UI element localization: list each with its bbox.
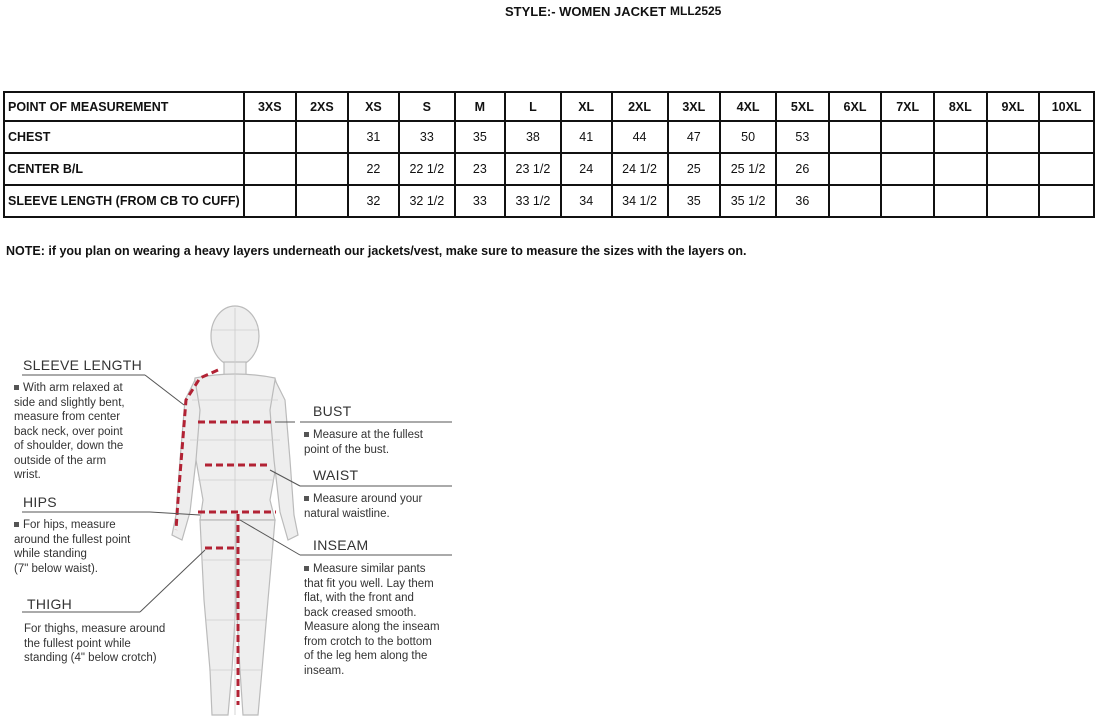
table-cell [244,121,296,153]
guide-text-line: wrist. [14,469,41,481]
guide-text-line: point of the bust. [304,443,390,456]
table-cell: 23 1/2 [505,153,561,185]
guide-text-line: outside of the arm [14,454,107,467]
guide-text-line: the fullest point while [24,637,131,650]
table-cell [934,185,987,217]
inseam-title: INSEAM [313,537,369,553]
table-cell [881,185,934,217]
table-cell [987,185,1040,217]
bullet-icon [14,522,19,527]
table-cell [934,153,987,185]
table-cell: 22 [348,153,399,185]
header-cell-size: 4XL [720,92,776,121]
row-label: SLEEVE LENGTH (FROM CB TO CUFF) [4,185,244,217]
header-cell-size: 3XL [668,92,721,121]
table-cell [934,121,987,153]
table-cell: 22 1/2 [399,153,455,185]
bullet-icon [304,432,309,437]
row-label: CENTER B/L [4,153,244,185]
table-cell: 36 [776,185,829,217]
header-cell-size: 10XL [1039,92,1094,121]
guide-text-line: Measure around your [313,493,423,505]
style-label: STYLE:- WOMEN JACKET [505,4,667,19]
row-label: CHEST [4,121,244,153]
header-cell-size: 2XS [296,92,348,121]
table-cell [1039,121,1094,153]
table-cell [296,185,348,217]
table-cell: 34 [561,185,612,217]
header-cell-size: 7XL [881,92,934,121]
guide-text-line: that fit you well. Lay them [304,577,434,590]
table-cell [1039,185,1094,217]
table-cell [829,153,882,185]
table-cell [987,153,1040,185]
size-chart-table [3,91,1095,218]
sleeve-length-text [14,381,125,483]
table-cell: 41 [561,121,612,153]
guide-text-line: Measure along the inseam [304,621,440,633]
header-cell-size: XS [348,92,399,121]
guide-text-line: measure from center [14,411,121,423]
table-cell [881,121,934,153]
header-cell-size: XL [561,92,612,121]
header-cell-size: 5XL [776,92,829,121]
table-cell: 38 [505,121,561,153]
table-cell [296,153,348,185]
hips-title: HIPS [23,494,57,510]
table-cell: 32 [348,185,399,217]
table-cell: 23 [455,153,505,185]
guide-text-line: With arm relaxed at [23,382,123,394]
layering-note: NOTE: if you plan on wearing a heavy layers underneath our jackets/vest, make sure to measure the sizes with the layers on. [6,244,747,258]
bullet-icon [14,385,19,390]
style-code: MLL2525 [670,4,722,18]
table-cell: 34 1/2 [612,185,668,217]
header-cell-size: L [505,92,561,121]
table-cell: 25 [668,153,721,185]
bullet-icon [304,496,309,501]
table-cell: 26 [776,153,829,185]
inseam-text [304,562,440,678]
guide-text-line: of shoulder, down the [14,440,124,452]
table-cell: 35 [455,121,505,153]
hips-text [14,518,130,576]
table-header-row [4,92,1094,121]
bullet-icon [304,566,309,571]
table-row [4,185,1094,217]
header-cell-size: 9XL [987,92,1040,121]
header-cell-size: 3XS [244,92,296,121]
sleeve-length-title: SLEEVE LENGTH [23,357,143,373]
waist-title: WAIST [313,467,359,483]
guide-text-line: side and slightly bent, [14,396,125,409]
table-cell [1039,153,1094,185]
table-row [4,121,1094,153]
header-cell-size: M [455,92,505,121]
table-cell: 32 1/2 [399,185,455,217]
guide-text-line: flat, with the front and [304,592,414,604]
header-cell-size: S [399,92,455,121]
table-cell [829,121,882,153]
header-cell-measurement: POINT OF MEASUREMENT [4,92,244,121]
table-cell [987,121,1040,153]
header-cell-size: 8XL [934,92,987,121]
table-cell: 35 1/2 [720,185,776,217]
table-cell: 47 [668,121,721,153]
table-cell [244,153,296,185]
guide-text-line: back creased smooth. [304,606,417,619]
table-cell [829,185,882,217]
guide-text-line: from crotch to the bottom [304,635,432,648]
table-cell: 35 [668,185,721,217]
guide-text-line: standing (4" below crotch) [24,652,157,664]
thigh-text [24,622,165,666]
bust-text [304,428,423,457]
bust-title: BUST [313,403,352,419]
guide-text-line: of the leg hem along the [304,650,428,662]
guide-text-line: natural waistline. [304,507,390,520]
table-cell: 33 [455,185,505,217]
guide-text-line: around the fullest point [14,533,131,546]
table-cell: 44 [612,121,668,153]
guide-text-line: inseam. [304,664,345,677]
guide-text-line: Measure similar pants [313,563,426,575]
guide-text-line: Measure at the fullest [313,429,423,441]
table-cell: 25 1/2 [720,153,776,185]
table-cell: 31 [348,121,399,153]
table-cell: 50 [720,121,776,153]
guide-text-line: (7" below waist). [14,562,98,575]
header-cell-size: 2XL [612,92,668,121]
guide-text-line: For thighs, measure around [24,623,166,635]
guide-text-line: back neck, over point [14,425,123,438]
table-cell: 33 [399,121,455,153]
guide-text-line: while standing [14,548,87,560]
waist-text [304,492,422,521]
table-cell: 24 [561,153,612,185]
table-cell: 53 [776,121,829,153]
guide-text-line: For hips, measure [23,519,116,531]
table-cell [244,185,296,217]
thigh-title: THIGH [27,596,73,612]
header-cell-size: 6XL [829,92,882,121]
table-cell [881,153,934,185]
table-row [4,153,1094,185]
table-cell: 33 1/2 [505,185,561,217]
table-cell: 24 1/2 [612,153,668,185]
table-cell [296,121,348,153]
